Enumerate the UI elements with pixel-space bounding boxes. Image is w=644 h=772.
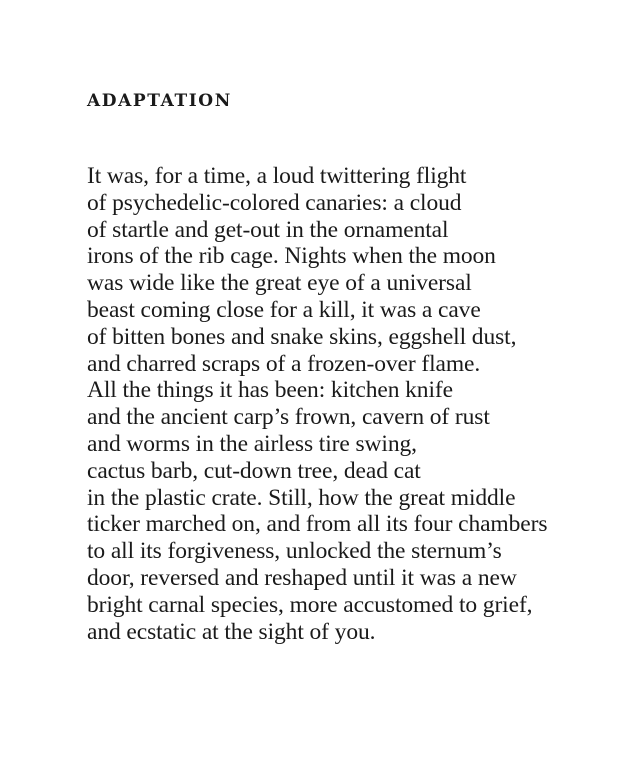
poem-line: of psychedelic-colored canaries: a cloud (87, 189, 462, 216)
poem-title: ADAPTATION (87, 91, 232, 111)
poem-line: All the things it has been: kitchen knife (87, 377, 453, 404)
poem-line: cactus barb, cut-down tree, dead cat (87, 457, 421, 484)
poem-line: of startle and get-out in the ornamental (87, 216, 449, 243)
poem-line: door, reversed and reshaped until it was a new (87, 564, 517, 591)
poem-line: to all its forgiveness, unlocked the sternum’s (87, 538, 502, 565)
poem-body (87, 163, 547, 645)
poem-line: and the ancient carp’s frown, cavern of rust (87, 404, 490, 431)
poem-line: and ecstatic at the sight of you. (87, 618, 376, 645)
poem-line: It was, for a time, a loud twittering flight (87, 163, 467, 189)
poem-line: was wide like the great eye of a universal (87, 270, 472, 297)
poem-line: and charred scraps of a frozen-over flame. (87, 350, 481, 377)
poem-line: ticker marched on, and from all its four chambers (87, 511, 548, 538)
poem-line: beast coming close for a kill, it was a cave (87, 296, 481, 323)
poem-line: and worms in the airless tire swing, (87, 430, 417, 457)
poem-line: of bitten bones and snake skins, eggshell dust, (87, 323, 517, 350)
poem-line: bright carnal species, more accustomed to grief, (87, 591, 533, 618)
poem-line: irons of the rib cage. Nights when the moon (87, 243, 496, 270)
poem-line: in the plastic crate. Still, how the great middle (87, 484, 516, 511)
